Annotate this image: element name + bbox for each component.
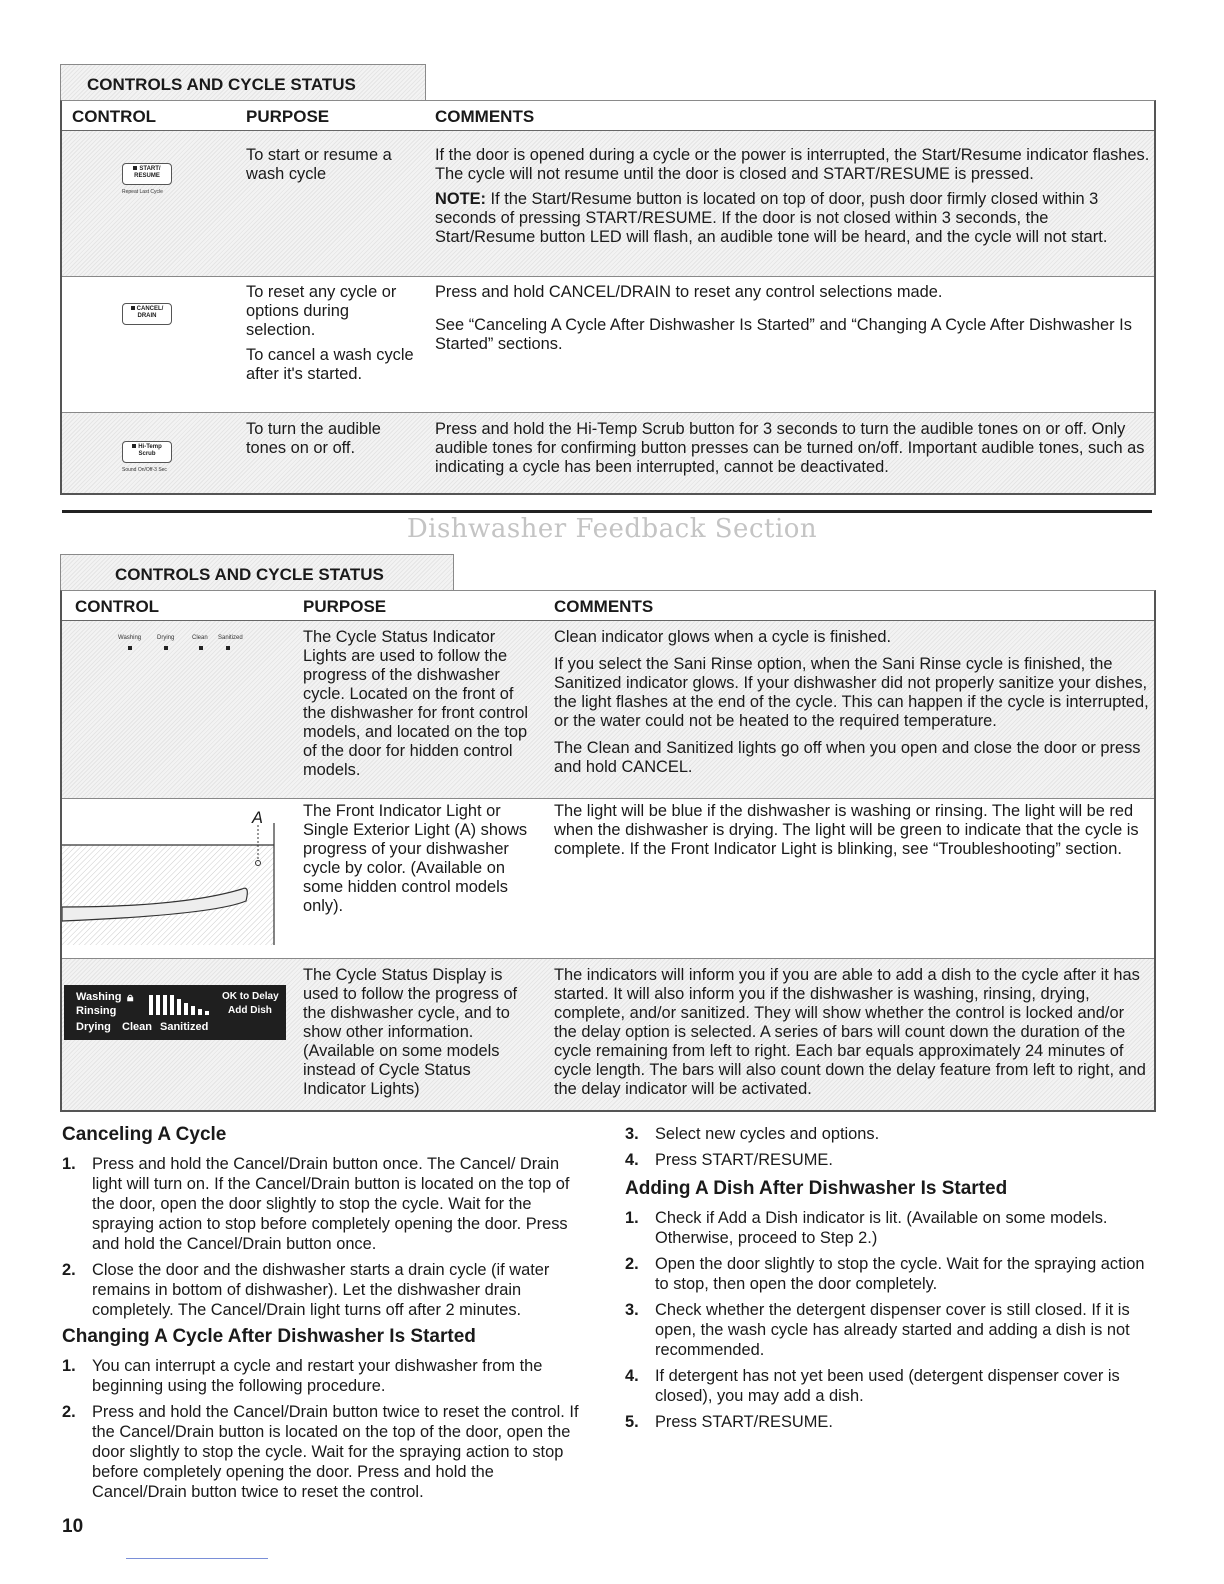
purpose-text: The Cycle Status Indicator Lights are used to follow the progress of the dishwasher cycle. Located on the front of the dishwasher for front control models, and located on the top of the door for hidden control models. [303, 628, 529, 779]
table-row [62, 799, 1154, 959]
indicator-label-drying: Drying [157, 635, 175, 641]
purpose-text: The Cycle Status Display is used to follow the progress of the dishwasher cycle, and to show other information. (Available on some models instead of Cycle Status Indicator Lights) [303, 966, 518, 1098]
list-item: 1. Press and hold the Cancel/Drain button once. The Cancel/ Drain light will turn on. If the Cancel/Drain button is located on the top of the door, open the door slightly to stop the cycle. Wait for the spraying action to stop before completely opening the door. Press and hold the Cancel/Drain button once. [62, 1155, 570, 1253]
canceling-steps [62, 1154, 590, 1320]
display-add-dish: Add Dish [228, 1005, 272, 1016]
list-item: 3. Check whether the detergent dispenser cover is still closed. If it is open, the wash cycle has already started and adding a dish is not recommended. [625, 1301, 1130, 1359]
left-column [62, 1124, 590, 1508]
header-comments: COMMENTS [435, 107, 535, 126]
comment-text: Clean indicator glows when a cycle is finished. [554, 628, 892, 646]
display-washing: Washing [76, 991, 122, 1003]
lock-icon: 🔒︎ [127, 990, 134, 1004]
comment-text: The light will be blue if the dishwasher is washing or rinsing. The light will be red when the dishwasher is drying. The light will be green to indicate that the cycle is complete. If the Front Indicator Light is blinking, see “Troubleshooting” section. [554, 802, 1139, 858]
changing-steps [62, 1356, 590, 1502]
changing-steps-continued [625, 1124, 1155, 1170]
table-1-tab-label: CONTROLS AND CYCLE STATUS [87, 75, 356, 94]
right-column [625, 1124, 1155, 1438]
canceling-heading: Canceling A Cycle [62, 1124, 227, 1145]
table-1-tab [60, 64, 426, 100]
table-row [62, 413, 1154, 493]
feedback-section-title: Dishwasher Feedback Section [406, 514, 818, 544]
header-control: CONTROL [72, 107, 157, 126]
adding-heading: Adding A Dish After Dishwasher Is Started [625, 1178, 1008, 1199]
table-1-header [62, 101, 1154, 131]
list-item: 2. Press and hold the Cancel/Drain button twice to reset the control. If the Cancel/Drain button is located on the top of the door, open the door slightly to stop the cycle. Wait for the spraying action to stop before completely opening the door. Press and hold the Cancel/Drain button twice to reset the control. [62, 1403, 579, 1501]
list-item: 3. Select new cycles and options. [625, 1125, 880, 1143]
comment-text: Press and hold the Hi-Temp Scrub button for 3 seconds to turn the audible tones on or off. Only audible tones for confirming button presses can be turned on/off. Important audible tones, such as indicating a cycle has been interrupted, cannot be deactivated. [435, 420, 1145, 476]
table-row [62, 277, 1154, 413]
page-number: 10 [62, 1516, 84, 1537]
list-item: 4. If detergent has not yet been used (detergent dispenser cover is closed), you may add a dish. [625, 1367, 1120, 1405]
table-row [62, 621, 1154, 799]
illustration-label-a: A [252, 809, 263, 827]
changing-heading: Changing A Cycle After Dishwasher Is Started [62, 1326, 476, 1347]
footer-rule [126, 1558, 268, 1559]
table-2-tab [60, 554, 454, 590]
comment-text: See “Canceling A Cycle After Dishwasher Is Started” and “Changing A Cycle After Dishwasher Is Started” sections. [435, 316, 1132, 353]
indicator-label-washing: Washing [118, 635, 142, 641]
comment-text: The Clean and Sanitized lights go off when you open and close the door or press and hold CANCEL. [554, 739, 1141, 776]
table-1-body [60, 100, 1156, 495]
comment-text: The indicators will inform you if you are able to add a dish to the cycle after it has started. It will also inform you if the dishwasher is washing, rinsing, drying, complete, and/or sanitized. They will show whether the control is locked and/or the delay option is selected. A series of bars will count down the duration of the cycle remaining from left to right. Each bar equals approximately 24 minutes of cycle length. The bars will also count down the delay feature from left to right, and the delay indicator will be activated. [554, 966, 1146, 1098]
indicator-dot-clean [199, 646, 203, 650]
adding-steps [625, 1208, 1155, 1432]
cycle-status-display [64, 985, 286, 1040]
start-resume-button-icon: START/ RESUME [122, 163, 172, 185]
header-purpose: PURPOSE [246, 107, 330, 126]
indicator-dot-washing [128, 646, 132, 650]
indicator-label-clean: Clean [192, 635, 208, 641]
hi-temp-scrub-button-icon: Hi-Temp Scrub [122, 441, 172, 463]
indicator-label-sanitized: Sanitized [218, 635, 243, 641]
display-drying: Drying [76, 1021, 111, 1033]
comment-text: If you select the Sani Rinse option, when the Sani Rinse cycle is finished, the Sanitized indicator glows. If your dishwasher did not properly sanitize your dishes, the light flashes at the end of the cycle. This can happen if the cycle is interrupted, or the water could not be heated to the required temperature. [554, 655, 1149, 730]
progress-bars [149, 995, 217, 1015]
table-row [62, 131, 1154, 277]
indicator-dot-drying [164, 646, 168, 650]
purpose-text: To start or resume a wash cycle [246, 146, 392, 183]
note-text: NOTE: If the Start/Resume button is located on top of door, push door firmly closed within 3 seconds of pressing START/RESUME. If the door is not closed within 3 seconds, the Start/Resume button LED will flash, an audible tone will be heard, and the cycle will not start. [435, 190, 1108, 246]
purpose-text: The Front Indicator Light or Single Exterior Light (A) shows progress of your dishwasher cycle by color. (Available on some hidden control models only). [303, 802, 528, 915]
list-item: 1. You can interrupt a cycle and restart your dishwasher from the beginning using the following procedure. [62, 1357, 543, 1395]
display-rinsing: Rinsing [76, 1005, 117, 1017]
display-sanitized: Sanitized [160, 1021, 209, 1033]
header-purpose: PURPOSE [303, 597, 387, 616]
header-control: CONTROL [75, 597, 160, 616]
display-ok-to-delay: OK to Delay [222, 991, 279, 1002]
purpose-text: To cancel a wash cycle after it's started. [246, 346, 414, 383]
start-resume-sublabel: Repeat Last Cycle [122, 189, 163, 195]
list-item: 1. Check if Add a Dish indicator is lit. (Available on some models. Otherwise, proceed to Step 2.) [625, 1209, 1108, 1247]
display-clean: Clean [122, 1021, 152, 1033]
list-item: 5. Press START/RESUME. [625, 1413, 833, 1431]
cancel-drain-button-icon: CANCEL/ DRAIN [122, 303, 172, 325]
list-item: 2. Close the door and the dishwasher starts a drain cycle (if water remains in bottom of dishwasher). Let the dishwasher drain completely. The Cancel/Drain light turns off after 2 minutes. [62, 1261, 550, 1319]
table-2-header [62, 591, 1154, 621]
section-divider [62, 510, 1152, 513]
header-comments: COMMENTS [554, 597, 654, 616]
list-item: 2. Open the door slightly to stop the cycle. Wait for the spraying action to stop, then open the door completely. [625, 1255, 1145, 1293]
controls-table-1 [60, 64, 1156, 496]
purpose-text: To reset any cycle or options during selection. [246, 283, 397, 339]
comment-text: Press and hold CANCEL/DRAIN to reset any control selections made. [435, 283, 943, 301]
hi-temp-sublabel: Sound On/Off-3 Sec [122, 467, 167, 473]
indicator-dot-sanitized [226, 646, 230, 650]
purpose-text: To turn the audible tones on or off. [246, 420, 381, 457]
table-2-tab-label: CONTROLS AND CYCLE STATUS [115, 565, 384, 584]
comment-text: If the door is opened during a cycle or the power is interrupted, the Start/Resume indicator flashes. The cycle will not resume until the door is closed and START/RESUME is pressed. [435, 146, 1150, 183]
list-item: 4. Press START/RESUME. [625, 1151, 833, 1169]
